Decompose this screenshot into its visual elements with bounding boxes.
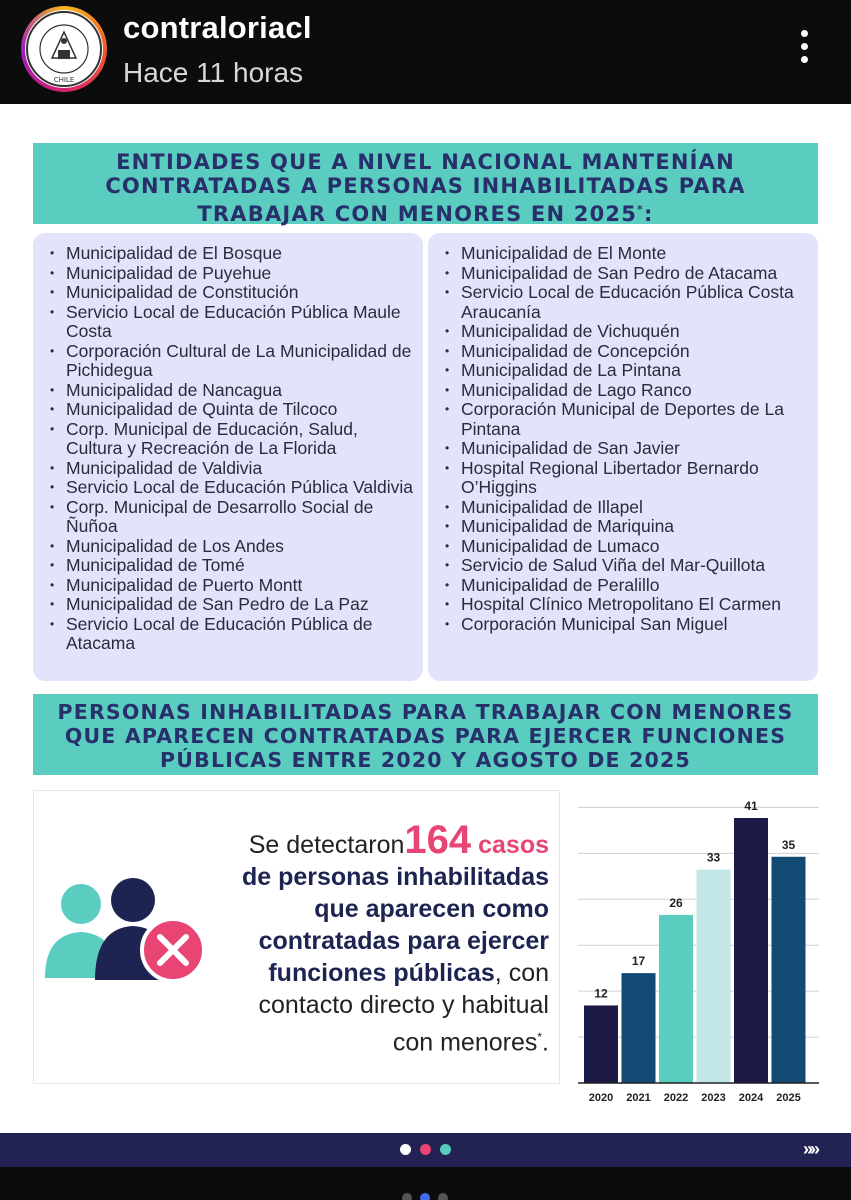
carousel-bar (0, 1133, 851, 1167)
bar-2023 (697, 870, 731, 1083)
bar-2021 (622, 973, 656, 1083)
username[interactable]: contraloriacl (123, 10, 312, 45)
post-time: Hace 11 horas (123, 57, 304, 88)
list-item: • Servicio Local de Educación Pública Costa Araucanía (436, 283, 810, 322)
heading-line: PERSONAS INHABILITADAS PARA TRABAJAR CON MENORES (57, 700, 794, 724)
carousel-dot-3[interactable] (440, 1144, 451, 1155)
data-label: 26 (669, 895, 683, 910)
list-item: • Municipalidad de Quinta de Tilcoco (41, 400, 415, 420)
page-indicator-dot (402, 1193, 412, 1200)
x-tick-label: 2024 (738, 1092, 764, 1104)
list-item: • Municipalidad de Peralillo (436, 576, 810, 596)
list-item: • Servicio Local de Educación Pública Valdivia (41, 478, 415, 498)
list-item: • Municipalidad de Los Andes (41, 537, 415, 557)
list-item: • Municipalidad de Tomé (41, 556, 415, 576)
x-tick-label: 2023 (701, 1092, 726, 1104)
data-label: 12 (594, 986, 608, 1001)
x-tick-label: 2022 (663, 1092, 689, 1104)
list-item: • Corporación Municipal de Deportes de La Pintana (436, 400, 810, 439)
bar-2020 (584, 1005, 618, 1083)
data-label: 33 (706, 850, 721, 865)
data-label: 41 (744, 799, 758, 813)
list-item: • Municipalidad de Illapel (436, 498, 810, 518)
x-tick-label: 2025 (776, 1092, 801, 1104)
post-footer (0, 1167, 851, 1200)
contraloria-seal-icon (25, 10, 103, 88)
list-item: • Municipalidad de Lago Ranco (436, 381, 810, 401)
list-item: • Municipalidad de Mariquina (436, 517, 810, 537)
list-item: • Municipalidad de Puyehue (41, 264, 415, 284)
heading-line: QUE APARECEN CONTRATADAS PARA EJERCER FUNCIONES (64, 724, 787, 748)
svg-text:CHILE: CHILE (53, 76, 75, 84)
more-options-icon[interactable] (796, 30, 812, 70)
story-ring[interactable] (21, 6, 107, 92)
page-indicator-dot (438, 1193, 448, 1200)
list-item: • Corp. Municipal de Desarrollo Social de Ñuñoa (41, 498, 415, 537)
list-item: • Municipalidad de El Monte (436, 244, 810, 264)
list-item: • Municipalidad de Lumaco (436, 537, 810, 557)
list-item: • Corporación Municipal San Miguel (436, 615, 810, 635)
cases-by-year-chart (574, 789, 824, 1109)
heading-line: ENTIDADES QUE A NIVEL NACIONAL MANTENÍAN (116, 150, 735, 174)
heading-line: TRABAJAR CON MENORES EN 2025*: (197, 202, 654, 226)
heading-line: PÚBLICAS ENTRE 2020 Y AGOSTO DE 2025 (160, 748, 691, 772)
list-item: • Municipalidad de Valdivia (41, 459, 415, 479)
x-tick-label: 2020 (588, 1092, 614, 1104)
list-item: • Servicio de Salud Viña del Mar-Quillota (436, 556, 810, 576)
next-slide-icon[interactable]: »» (803, 1139, 818, 1159)
cases-count: 164 (404, 818, 472, 862)
list-item: • Municipalidad de El Bosque (41, 244, 415, 264)
list-item: • Municipalidad de San Pedro de La Paz (41, 595, 415, 615)
list-item: • Hospital Regional Libertador Bernardo O’Higgins (436, 459, 810, 498)
avatar[interactable] (25, 10, 103, 88)
list-item: • Municipalidad de La Pintana (436, 361, 810, 381)
list-item: • Corporación Cultural de La Municipalidad de Pichidegua (41, 342, 415, 381)
data-label: 17 (631, 954, 646, 969)
carousel-dot-1[interactable] (400, 1144, 411, 1155)
bar-2024 (734, 818, 768, 1083)
list-item: • Municipalidad de San Pedro de Atacama (436, 264, 810, 284)
entities-list-left (33, 233, 423, 681)
bar-2025 (772, 857, 806, 1083)
list-item: • Hospital Clínico Metropolitano El Carmen (436, 595, 810, 615)
entities-list-right (428, 233, 818, 681)
stat-text: Se detectaron164 casos de personas inhabilitadas que aparecen como contratadas para ejercer funciones públicas, con contacto directo y habitual con menores*. (241, 818, 549, 1057)
list-item: • Corp. Municipal de Educación, Salud, Cultura y Recreación de La Florida (41, 420, 415, 459)
list-item: • Servicio Local de Educación Pública de Atacama (41, 615, 415, 654)
list-item: • Municipalidad de Constitución (41, 283, 415, 303)
entities-heading (33, 143, 818, 224)
data-label: 35 (781, 837, 796, 852)
list-item: • Servicio Local de Educación Pública Maule Costa (41, 303, 415, 342)
stat-panel (33, 790, 560, 1084)
carousel-dot-2[interactable] (420, 1144, 431, 1155)
list-item: • Municipalidad de Concepción (436, 342, 810, 362)
list-item: • Municipalidad de Vichuquén (436, 322, 810, 342)
bar-2022 (659, 915, 693, 1083)
list-item: • Municipalidad de Puerto Montt (41, 576, 415, 596)
page-indicator-dot-active (420, 1193, 430, 1200)
heading-line: CONTRATADAS A PERSONAS INHABILITADAS PARA (105, 174, 746, 198)
x-tick-label: 2021 (626, 1092, 651, 1104)
list-item: • Municipalidad de San Javier (436, 439, 810, 459)
persons-heading (33, 694, 818, 775)
list-item: • Municipalidad de Nancagua (41, 381, 415, 401)
post-header (0, 0, 851, 104)
